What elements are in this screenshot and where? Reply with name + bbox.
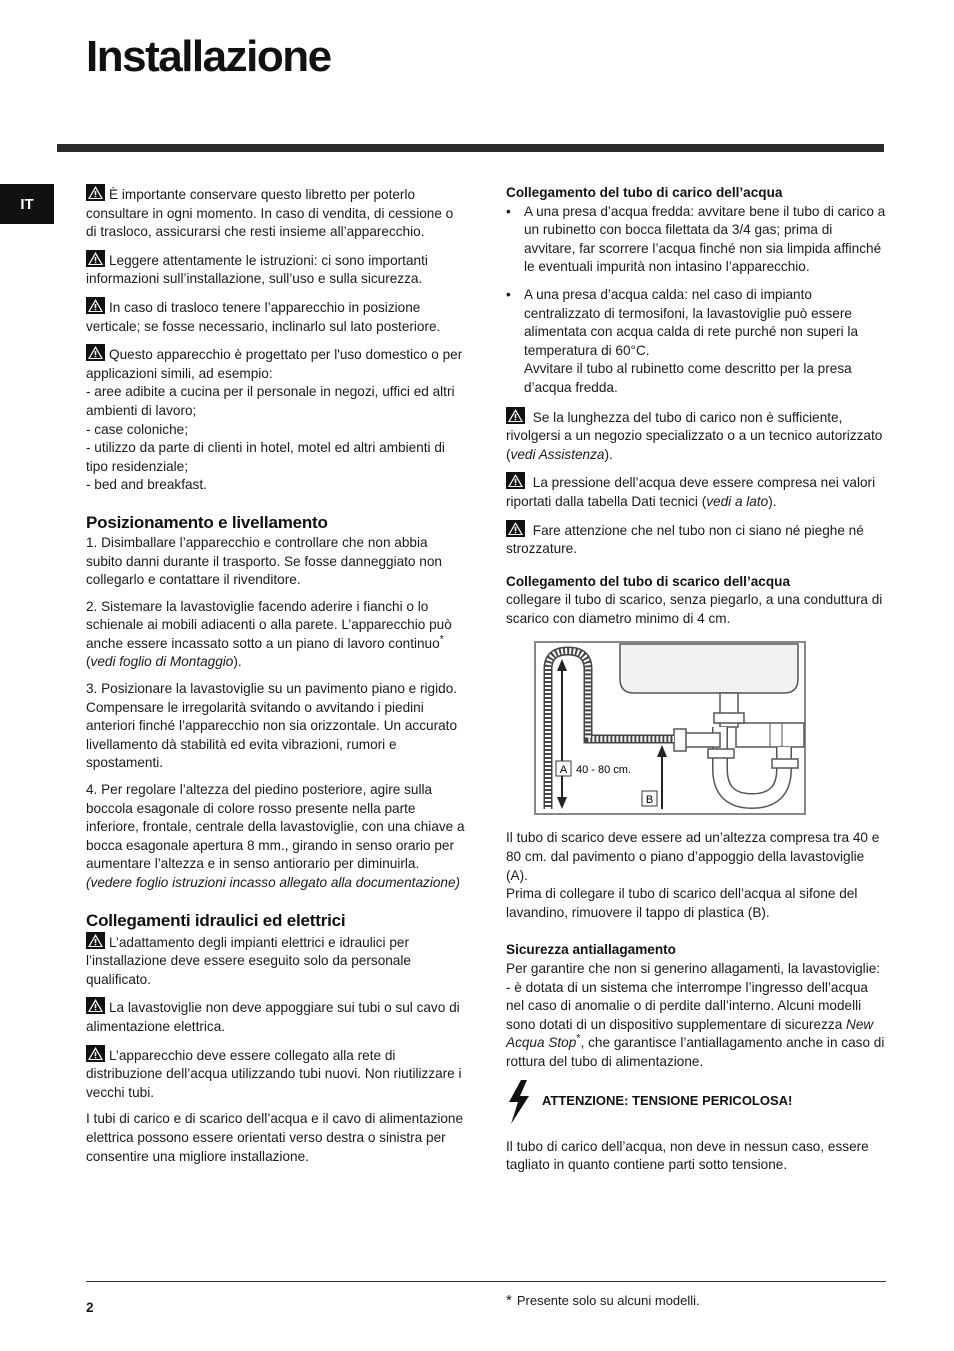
usage-item: - case coloniche; [86, 421, 189, 437]
section-heading-outlet: Collegamento del tubo di scarico dell’acqua [506, 573, 791, 589]
list-item: • A una presa d’acqua calda: nel caso di impianto centralizzato di termosifoni, la lavastoviglie può essere alimentata con acqua calda di rete purché non superi la temperatura di 60°C. Avvitare il tubo al rubinetto come descritto per la presa d’acqua fredda. [506, 286, 859, 395]
footnote-star: * [506, 1292, 512, 1309]
usage-item: - bed and breakfast. [86, 477, 207, 493]
label-a: A [559, 764, 568, 777]
warning-paragraph: In caso di trasloco tenere l’apparecchio in posizione verticale; se fosse necessario, inclinarlo sul lato posteriore. [86, 297, 466, 336]
language-tab: IT [0, 184, 54, 224]
warning-paragraph: L’apparecchio deve essere collegato alla rete di distribuzione dell’acqua utilizzando tubi nuovi. Non riutilizzare i vecchi tubi. [86, 1045, 466, 1103]
warning-icon [86, 250, 105, 267]
warning-paragraph: Se la lunghezza del tubo di carico non è sufficiente, rivolgersi a un negozio specializzato o a un tecnico autorizzato (vedi Assistenza). [506, 407, 886, 465]
usage-item: - utilizzo da parte di clienti in hotel, motel ed altri ambienti di tipo residenziale; [86, 440, 445, 474]
outlet-height-text: Il tubo di scarico deve essere ad un’altezza compresa tra 40 e 80 cm. dal pavimento o piano d’appoggio della lavastoviglie (A). [506, 830, 880, 883]
step-4: 4. Per regolare l’altezza del piedino posteriore, agire sulla boccola esagonale di colore rosso presente nella parte inferiore, frontale, centrale della lavastoviglie, con una chiave a bocca esagonale apertura 8 mm., girando in senso orario per aumentare l’altezza e in senso antiorario per diminuirla. (vedere foglio istruzioni incasso allegato alla documentazione) [86, 782, 465, 890]
warning-paragraph: La pressione dell’acqua deve essere compresa nei valori riportati dalla tabella Dati tecnici (vedi a lato). [506, 472, 886, 511]
usage-paragraph: Questo apparecchio è progettato per l'uso domestico o per applicazioni simili, ad esempio: - aree adibite a cucina per il personale in negozi, uffici ed altri ambienti di lavoro; - case coloniche; - utilizzo da parte di clienti in hotel, motel ed altri ambienti di tipo residenziale; - bed and breakfast. [86, 344, 466, 495]
section-heading-inlet: Collegamento del tubo di carico dell’acqua [506, 185, 783, 200]
usage-item: - aree adibite a cucina per il personale in negozi, uffici ed altri ambienti di lavoro; [86, 384, 455, 418]
warning-icon [506, 407, 525, 424]
step-2: 2. Sistemare la lavastoviglie facendo aderire i fianchi o lo schienale ai mobili adiacenti o alla parete. L’apparecchio può anche essere incassato sotto a un piano di lavoro continuo* (vedi foglio di Montaggio). [86, 598, 452, 670]
warning-paragraph: Fare attenzione che nel tubo non ci siano né pieghe né strozzature. [506, 520, 886, 559]
step-3: 3. Posizionare la lavastoviglie su un pavimento piano e rigido. Compensare le irregolarità svitando o avvitando i piedini anteriori finché l’apparecchio non sia orizzontale. Un accurato livellamento dà stabilità ed evita vibrazioni, rumori e spostamenti. [86, 681, 458, 771]
warning-paragraph: Leggere attentamente le istruzioni: ci sono importanti informazioni sull’installazione, sull’uso e sulla sicurezza. [86, 250, 466, 289]
section-heading-positioning: Posizionamento e livellamento [86, 512, 328, 532]
header-rule [57, 144, 884, 152]
warning-icon [86, 344, 105, 361]
footnote: * Presente solo su alcuni modelli. [506, 1292, 700, 1309]
page-title: Installazione [86, 32, 331, 81]
page-number: 2 [86, 1300, 94, 1315]
outlet-text: collegare il tubo di scarico, senza piegarlo, a una conduttura di scarico con diametro minimo di 4 cm. [506, 592, 883, 626]
outlet-cap-text: Prima di collegare il tubo di scarico dell’acqua al sifone del lavandino, rimuovere il tappo di plastica (B). [506, 886, 858, 920]
warning-icon [86, 297, 105, 314]
flood-text: Per garantire che non si generino allagamenti, la lavastoviglie: [506, 961, 881, 977]
drain-diagram [534, 641, 806, 815]
flood-system-text: - è dotata di un sistema che interrompe l’ingresso dell’acqua nel caso di anomalie o di perdite dall’interno. Alcuni modelli sono dotati di un dispositivo supplementare di sicurezza New Acqua Stop*, che garantisce l’antiallagamento anche in caso di rottura del tubo di alimentazione. [506, 979, 885, 1069]
danger-text: Il tubo di carico dell’acqua, non deve in nessun caso, essere tagliato in quanto contiene parti sotto tensione. [506, 1138, 869, 1173]
warning-icon [506, 472, 525, 489]
right-column [506, 184, 886, 1175]
height-measure: 40 - 80 cm. [576, 764, 632, 777]
footer-rule [86, 1281, 886, 1282]
hoses-note: I tubi di carico e di scarico dell’acqua e il cavo di alimentazione elettrica possono essere orientati verso destra o sinistra per consentire una migliore installazione. [86, 1111, 464, 1164]
bullet-icon: • [506, 286, 511, 302]
list-item: • A una presa d’acqua fredda: avvitare bene il tubo di carico a un rubinetto con bocca filettata da 3/4 gas; prima di avvitare, far scorrere l’acqua finché non sia limpida affinché le eventuali impurità non intasino l’apparecchio. [506, 203, 886, 275]
warning-paragraph: L’adattamento degli impianti elettrici e idraulici per l’installazione deve essere eseguito solo da personale qualificato. [86, 932, 466, 990]
bullet-icon: • [506, 203, 511, 219]
warning-icon [86, 997, 105, 1014]
step-1: 1. Disimballare l’apparecchio e controllare che non abbia subito danni durante il trasporto. Se fosse danneggiato non collegarlo e contattare il rivenditore. [86, 534, 442, 588]
danger-label: ATTENZIONE: TENSIONE PERICOLOSA! [542, 1093, 793, 1109]
left-column [86, 184, 466, 1166]
danger-notice [506, 1080, 886, 1124]
warning-paragraph: È importante conservare questo libretto per poterlo consultare in ogni momento. In caso di vendita, di cessione o di trasloco, assicurarsi che resti insieme all’apparecchio. [86, 184, 466, 242]
warning-icon [506, 520, 525, 537]
warning-icon [86, 184, 105, 201]
section-heading-connections: Collegamenti idraulici ed elettrici [86, 910, 346, 930]
warning-paragraph: La lavastoviglie non deve appoggiare sui tubi o sul cavo di alimentazione elettrica. [86, 997, 466, 1036]
warning-icon [86, 932, 105, 949]
section-heading-flood: Sicurezza antiallagamento [506, 942, 676, 958]
lightning-icon [506, 1080, 532, 1124]
drain-diagram-illustration [534, 641, 806, 815]
warning-icon [86, 1045, 105, 1062]
label-b: B [645, 794, 654, 807]
